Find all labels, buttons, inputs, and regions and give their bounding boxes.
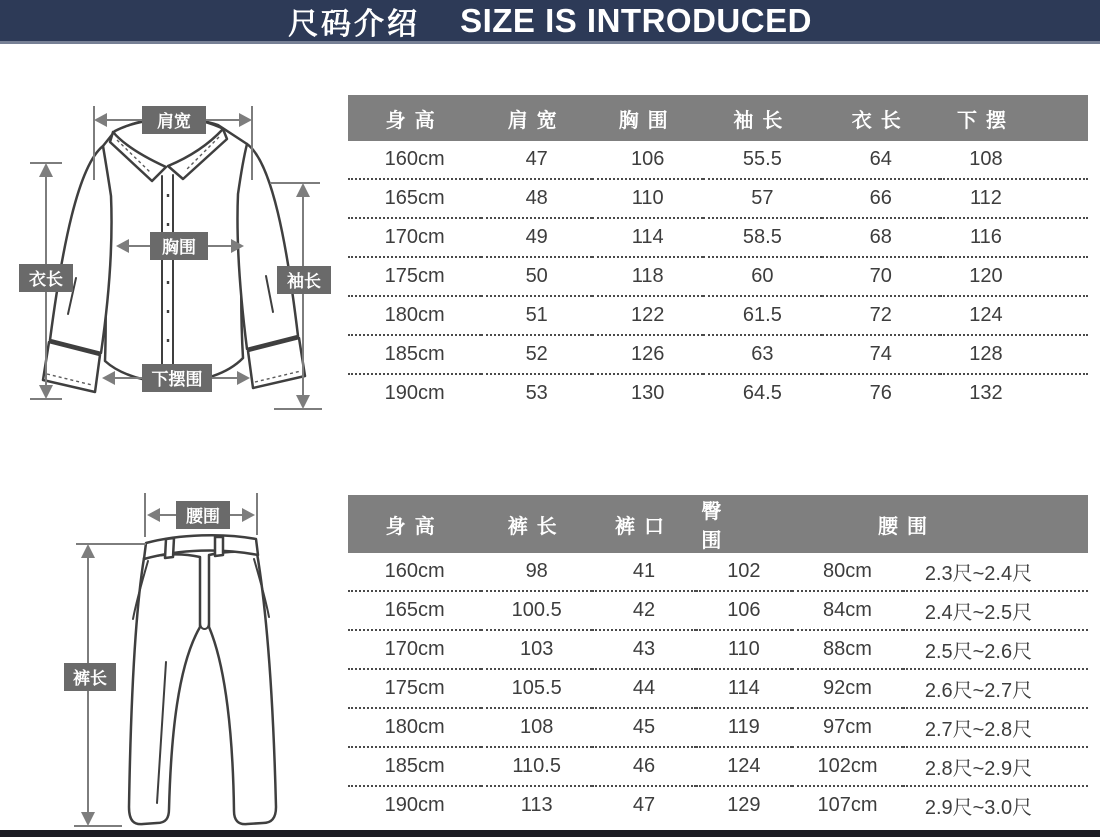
page-header-banner bbox=[0, 0, 1100, 44]
table-cell: 43 bbox=[592, 630, 696, 669]
table-cell: 190cm bbox=[384, 794, 445, 816]
table-cell: 58.5 bbox=[703, 218, 821, 257]
hem-label: 下摆围 bbox=[151, 370, 203, 389]
pants-size-table bbox=[348, 495, 1088, 824]
col-header-hem: 下摆 bbox=[940, 95, 1088, 141]
table-cell: 44 bbox=[592, 669, 696, 708]
table-cell: 53 bbox=[525, 382, 548, 404]
col-header-length: 衣长 bbox=[822, 95, 940, 141]
table-cell: 97cm bbox=[792, 708, 903, 747]
table-cell: 160cm bbox=[348, 553, 481, 591]
hem-arrowhead-left-icon bbox=[102, 371, 115, 385]
table-cell: 46 bbox=[592, 747, 696, 786]
table-cell: 124 bbox=[696, 747, 792, 786]
table-cell: 185cm bbox=[348, 335, 481, 374]
table-cell: 64 bbox=[822, 141, 940, 179]
table-cell: 106 bbox=[696, 591, 792, 630]
sleeve-length-label: 袖长 bbox=[287, 272, 321, 291]
col-header-chest: 胸围 bbox=[592, 95, 703, 141]
shoulder-width-label: 肩宽 bbox=[157, 112, 191, 131]
pants-length-arrowhead-up-icon bbox=[81, 544, 95, 558]
table-cell: 50 bbox=[481, 257, 592, 296]
table-cell: 126 bbox=[592, 335, 703, 374]
col-header-leg-opening: 裤口 bbox=[592, 495, 696, 553]
table-cell: 119 bbox=[696, 708, 792, 747]
pants-belt-loop-right bbox=[215, 537, 223, 556]
table-row bbox=[348, 141, 1088, 179]
table-cell: 2.7尺~2.8尺 bbox=[903, 708, 1088, 747]
pants-length-arrowhead-down-icon bbox=[81, 812, 95, 826]
table-cell: 42 bbox=[592, 591, 696, 630]
shirt-size-table bbox=[348, 95, 1088, 412]
shoulder-arrowhead-right-icon bbox=[239, 113, 252, 127]
table-cell: 128 bbox=[940, 335, 1088, 374]
table-cell: 114 bbox=[696, 669, 792, 708]
table-cell: 124 bbox=[940, 296, 1088, 335]
table-cell: 47 bbox=[481, 141, 592, 179]
table-cell: 64.5 bbox=[742, 382, 782, 404]
table-cell: 63 bbox=[703, 335, 821, 374]
sleeve-arrowhead-down-icon bbox=[296, 395, 310, 409]
table-cell: 2.4尺~2.5尺 bbox=[903, 591, 1088, 630]
table-row bbox=[348, 669, 1088, 708]
shirt-measurement-diagram bbox=[2, 68, 342, 433]
pants-length-label: 裤长 bbox=[73, 669, 107, 688]
table-cell: 105.5 bbox=[481, 669, 592, 708]
table-cell: 102cm bbox=[792, 747, 903, 786]
length-arrowhead-up-icon bbox=[39, 163, 53, 177]
table-cell: 165cm bbox=[348, 591, 481, 630]
table-cell: 132 bbox=[969, 382, 1003, 404]
table-cell: 48 bbox=[481, 179, 592, 218]
pants-table-body bbox=[348, 553, 1088, 824]
table-cell: 2.5尺~2.6尺 bbox=[903, 630, 1088, 669]
table-row bbox=[348, 786, 1088, 824]
table-cell: 180cm bbox=[348, 296, 481, 335]
bottom-section-divider bbox=[0, 830, 1100, 837]
table-cell: 98 bbox=[481, 553, 592, 591]
table-cell: 102 bbox=[696, 553, 792, 591]
table-cell: 66 bbox=[822, 179, 940, 218]
col-header-sleeve: 袖长 bbox=[703, 95, 821, 141]
pants-table-header-row bbox=[348, 495, 1088, 553]
table-cell: 72 bbox=[822, 296, 940, 335]
table-cell: 70 bbox=[822, 257, 940, 296]
waist-arrowhead-left-icon bbox=[147, 508, 160, 522]
table-row bbox=[348, 257, 1088, 296]
chest-label: 胸围 bbox=[162, 238, 196, 257]
table-row bbox=[348, 335, 1088, 374]
table-cell: 84cm bbox=[792, 591, 903, 630]
table-cell: 100.5 bbox=[481, 591, 592, 630]
sleeve-arrowhead-up-icon bbox=[296, 183, 310, 197]
table-cell: 129 bbox=[727, 794, 761, 816]
pants-fly bbox=[200, 555, 209, 629]
table-row bbox=[348, 630, 1088, 669]
table-cell: 103 bbox=[481, 630, 592, 669]
table-cell: 116 bbox=[940, 218, 1088, 257]
table-cell: 2.3尺~2.4尺 bbox=[903, 553, 1088, 591]
table-cell: 108 bbox=[481, 708, 592, 747]
garment-length-label: 衣长 bbox=[29, 270, 63, 289]
table-cell: 80cm bbox=[792, 553, 903, 591]
table-cell: 112 bbox=[940, 179, 1088, 218]
table-row bbox=[348, 747, 1088, 786]
table-cell: 2.6尺~2.7尺 bbox=[903, 669, 1088, 708]
table-cell: 88cm bbox=[792, 630, 903, 669]
col-header-pants-length: 裤长 bbox=[481, 495, 592, 553]
table-cell: 2.8尺~2.9尺 bbox=[903, 747, 1088, 786]
shirt-table-header-row bbox=[348, 95, 1088, 141]
pants-belt-loop-left bbox=[165, 538, 174, 558]
table-cell: 108 bbox=[940, 141, 1088, 179]
table-cell: 185cm bbox=[348, 747, 481, 786]
table-cell: 118 bbox=[592, 257, 703, 296]
col-header-hip: 臀围 bbox=[696, 495, 792, 553]
table-cell: 52 bbox=[481, 335, 592, 374]
table-cell: 106 bbox=[592, 141, 703, 179]
pants-measurement-diagram bbox=[50, 487, 290, 837]
table-cell: 92cm bbox=[792, 669, 903, 708]
table-row bbox=[348, 374, 1088, 412]
table-cell: 68 bbox=[822, 218, 940, 257]
table-cell: 180cm bbox=[348, 708, 481, 747]
shirt-table-body bbox=[348, 141, 1088, 412]
table-row bbox=[348, 218, 1088, 257]
col-header-waist: 腰围 bbox=[792, 495, 1088, 553]
shoulder-arrowhead-left-icon bbox=[94, 113, 107, 127]
waist-arrowhead-right-icon bbox=[242, 508, 255, 522]
table-cell: 45 bbox=[592, 708, 696, 747]
hem-arrowhead-right-icon bbox=[237, 371, 250, 385]
table-cell: 61.5 bbox=[703, 296, 821, 335]
shirt-left-sleeve bbox=[50, 146, 112, 353]
table-cell: 47 bbox=[632, 794, 656, 816]
table-row bbox=[348, 553, 1088, 591]
table-row bbox=[348, 591, 1088, 630]
table-cell: 74 bbox=[822, 335, 940, 374]
table-row bbox=[348, 708, 1088, 747]
table-row bbox=[348, 179, 1088, 218]
table-cell: 76 bbox=[869, 382, 892, 404]
col-header-height: 身高 bbox=[348, 95, 481, 141]
header-title-english: SIZE IS INTRODUCED bbox=[460, 1, 812, 39]
table-row bbox=[348, 296, 1088, 335]
table-cell: 51 bbox=[481, 296, 592, 335]
table-cell: 120 bbox=[940, 257, 1088, 296]
table-cell: 122 bbox=[592, 296, 703, 335]
table-cell: 170cm bbox=[348, 218, 481, 257]
header-title-chinese: 尺码介绍 bbox=[288, 7, 421, 41]
table-cell: 130 bbox=[631, 382, 665, 404]
table-cell: 114 bbox=[592, 218, 703, 257]
table-cell: 41 bbox=[592, 553, 696, 591]
table-cell: 110 bbox=[696, 630, 792, 669]
table-cell: 165cm bbox=[348, 179, 481, 218]
table-cell: 175cm bbox=[348, 669, 481, 708]
col-header-shoulder: 肩宽 bbox=[481, 95, 592, 141]
table-cell: 113 bbox=[520, 794, 553, 816]
table-cell: 175cm bbox=[348, 257, 481, 296]
table-cell: 190cm bbox=[384, 382, 445, 404]
table-cell: 55.5 bbox=[703, 141, 821, 179]
pants-right-leg bbox=[209, 552, 276, 824]
shirt-right-sleeve bbox=[237, 144, 298, 349]
table-cell: 2.9尺~3.0尺 bbox=[924, 797, 1033, 819]
table-cell: 110.5 bbox=[481, 747, 592, 786]
length-arrowhead-down-icon bbox=[39, 385, 53, 399]
table-cell: 107cm bbox=[817, 794, 878, 816]
waist-label: 腰围 bbox=[186, 507, 220, 526]
table-cell: 49 bbox=[481, 218, 592, 257]
table-cell: 57 bbox=[703, 179, 821, 218]
col-header-height: 身高 bbox=[348, 495, 481, 553]
table-cell: 170cm bbox=[348, 630, 481, 669]
table-cell: 110 bbox=[592, 179, 703, 218]
table-cell: 60 bbox=[703, 257, 821, 296]
table-cell: 160cm bbox=[348, 141, 481, 179]
